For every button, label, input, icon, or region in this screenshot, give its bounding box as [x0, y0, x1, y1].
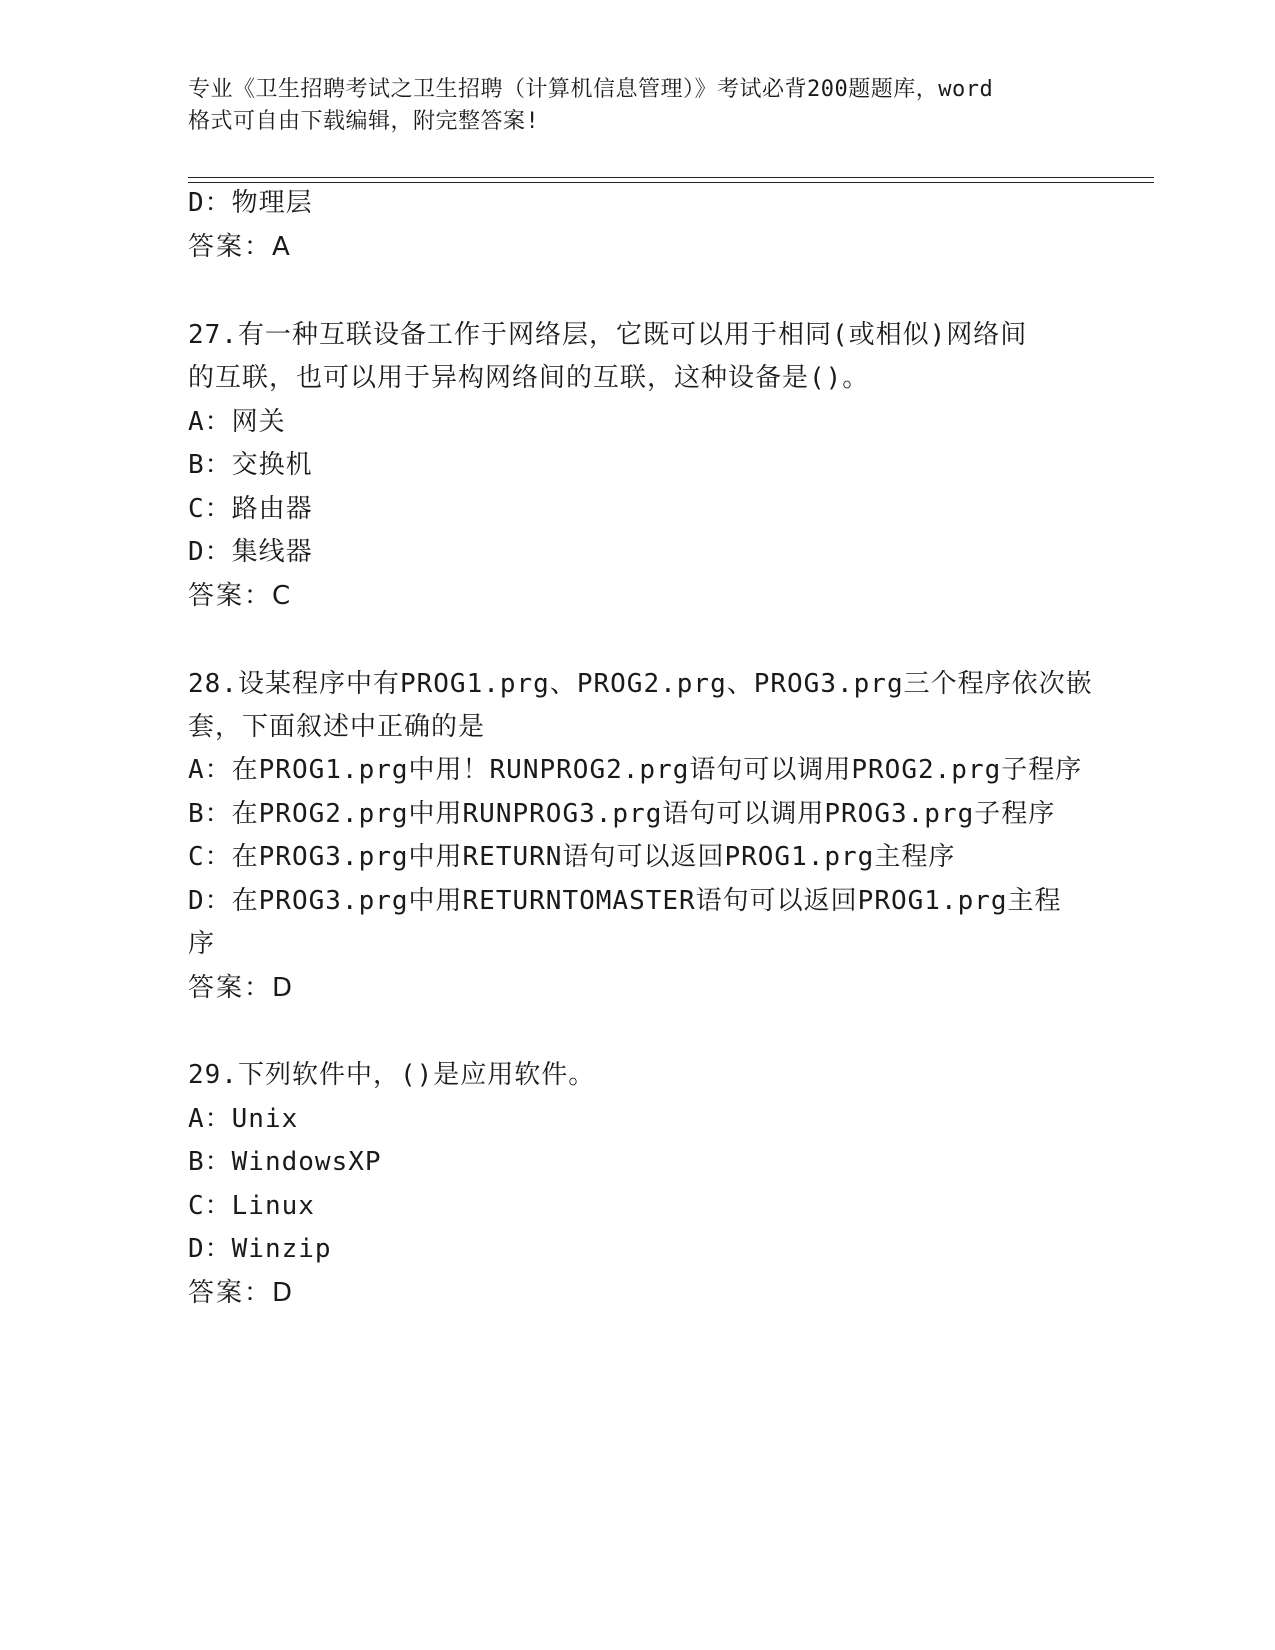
q27-option-b: B：交换机 [188, 450, 313, 480]
q28-option-b: B：在PROG2.prg中用RUNPROG3.prg语句可以调用PROG3.prg子程序 [188, 799, 1056, 829]
q28-option-a: A：在PROG1.prg中用！RUNPROG2.prg语句可以调用PROG2.prg子程序 [188, 755, 1083, 785]
q28-stem-line-2: 套，下面叙述中正确的是 [188, 712, 486, 742]
document-header [188, 74, 1108, 138]
q28-stem-line-1: 28.设某程序中有PROG1.prg、PROG2.prg、PROG3.prg三个程序依次嵌 [188, 669, 1093, 699]
header-divider-bottom [188, 182, 1154, 183]
q29-stem: 29.下列软件中，()是应用软件。 [188, 1060, 596, 1090]
q26-answer: 答案：A [188, 232, 292, 262]
q29-option-d: D：Winzip [188, 1234, 332, 1264]
q29-option-c: C：Linux [188, 1191, 315, 1221]
q27-answer: 答案：C [188, 581, 293, 611]
q27-option-c: C：路由器 [188, 494, 313, 524]
q29-option-a: A：Unix [188, 1104, 299, 1134]
q26-option-d: D：物理层 [188, 188, 313, 218]
q28-answer: 答案：D [188, 973, 295, 1003]
header-line-2: 格式可自由下载编辑，附完整答案! [188, 109, 540, 134]
q27-option-d: D：集线器 [188, 537, 313, 567]
q27-stem-line-2: 的互联，也可以用于异构网络间的互联，这种设备是()。 [188, 363, 870, 393]
q27-stem-line-1: 27.有一种互联设备工作于网络层，它既可以用于相同(或相似)网络间 [188, 320, 1028, 350]
header-line-1: 专业《卫生招聘考试之卫生招聘（计算机信息管理）》考试必背200题题库，word [188, 77, 994, 102]
q29-answer: 答案：D [188, 1278, 295, 1308]
q28-option-d-line-2: 序 [188, 929, 216, 959]
header-divider-top [188, 177, 1154, 178]
q28-option-c: C：在PROG3.prg中用RETURN语句可以返回PROG1.prg主程序 [188, 842, 956, 872]
q29-option-b: B：WindowsXP [188, 1147, 382, 1177]
q28-option-d-line-1: D：在PROG3.prg中用RETURNTOMASTER语句可以返回PROG1.prg主程 [188, 886, 1062, 916]
q27-option-a: A：网关 [188, 407, 286, 437]
